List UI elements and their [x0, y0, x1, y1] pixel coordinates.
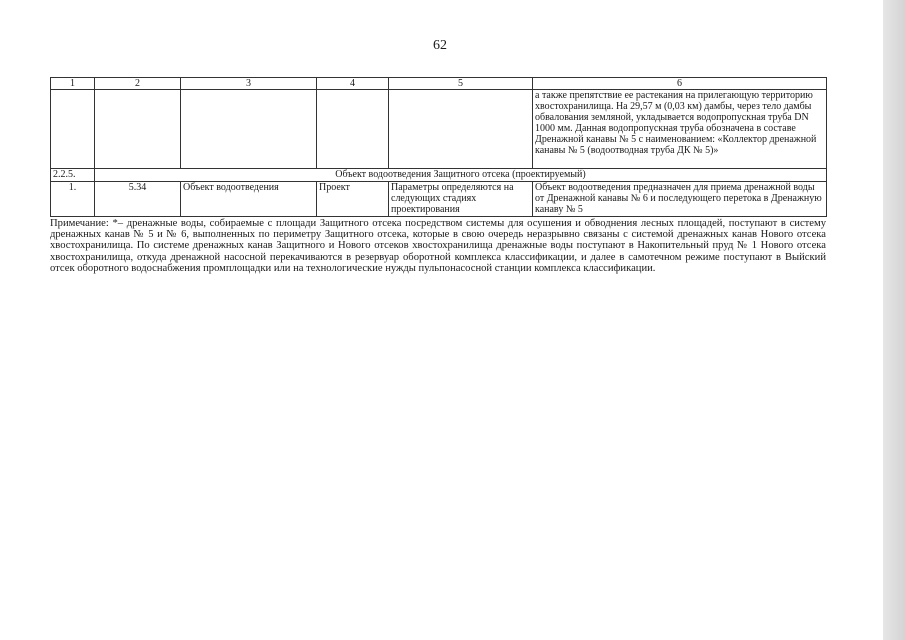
section-code: 2.2.5. [51, 169, 95, 182]
section-row [51, 169, 827, 182]
cell-empty [389, 90, 533, 169]
row-object: Объект водоотведения [181, 182, 317, 217]
document-table [50, 77, 827, 217]
cell-empty [181, 90, 317, 169]
row-description: Объект водоотведения предназначен для приема дренажной воды от Дренажной канавы № 6 и последующего перетока в Дренажную канаву № 5 [533, 182, 827, 217]
table-row [51, 182, 827, 217]
header-col-5: 5 [389, 78, 533, 90]
cell-empty [95, 90, 181, 169]
row-status: Проект [317, 182, 389, 217]
header-col-6: 6 [533, 78, 827, 90]
table-row-continuation [51, 90, 827, 169]
page-number: 62 [433, 38, 447, 53]
footnote: Примечание: *– дренажные воды, собираемые с площади Защитного отсека посредством системы для осушения и обводнения лесных площадей, поступают в систему дренажных канав № 5 и № 6, выполненных по периметру Защитного отсека, которые в свою очередь неразрывно связаны с системой дренажных канав Нового отсека хвостохранилища. По системе дренажных канав Защитного и Нового отсеков хвостохранилища дренажные воды поступают в Накопительный пруд № 1 Нового отсека хвостохранилища, откуда дренажной насосной перекачиваются в резервуар оборотной комплекса классификации, и далее в самотечном режиме поступают в Выйский отсек оборотного водоснабжения промплощадки или на технологические нужды пульпонасосной станции комплекса классификации. [50, 218, 826, 274]
row-code: 5.34 [95, 182, 181, 217]
table-header-row [51, 78, 827, 90]
section-title: Объект водоотведения Защитного отсека (проектируемый) [95, 169, 827, 182]
header-col-2: 2 [95, 78, 181, 90]
row-params: Параметры определяются на следующих стадиях проектирования [389, 182, 533, 217]
continuation-text-cell: а также препятствие ее растекания на прилегающую территорию хвостохранилища. На 29,57 м (0,03 км) дамбы, через тело дамбы обвалования земляной, укладывается водопропускная труба DN 1000 мм. Данная водопропускная труба обозначена в составе Дренажной канавы № 5 с наименованием: «Коллектор дренажной канавы № 5 (водоотводная труба ДК № 5)» [533, 90, 827, 169]
cell-empty [51, 90, 95, 169]
cell-empty [317, 90, 389, 169]
header-col-1: 1 [51, 78, 95, 90]
header-col-4: 4 [317, 78, 389, 90]
page-edge-strip [883, 0, 905, 640]
header-col-3: 3 [181, 78, 317, 90]
row-number: 1. [51, 182, 95, 217]
